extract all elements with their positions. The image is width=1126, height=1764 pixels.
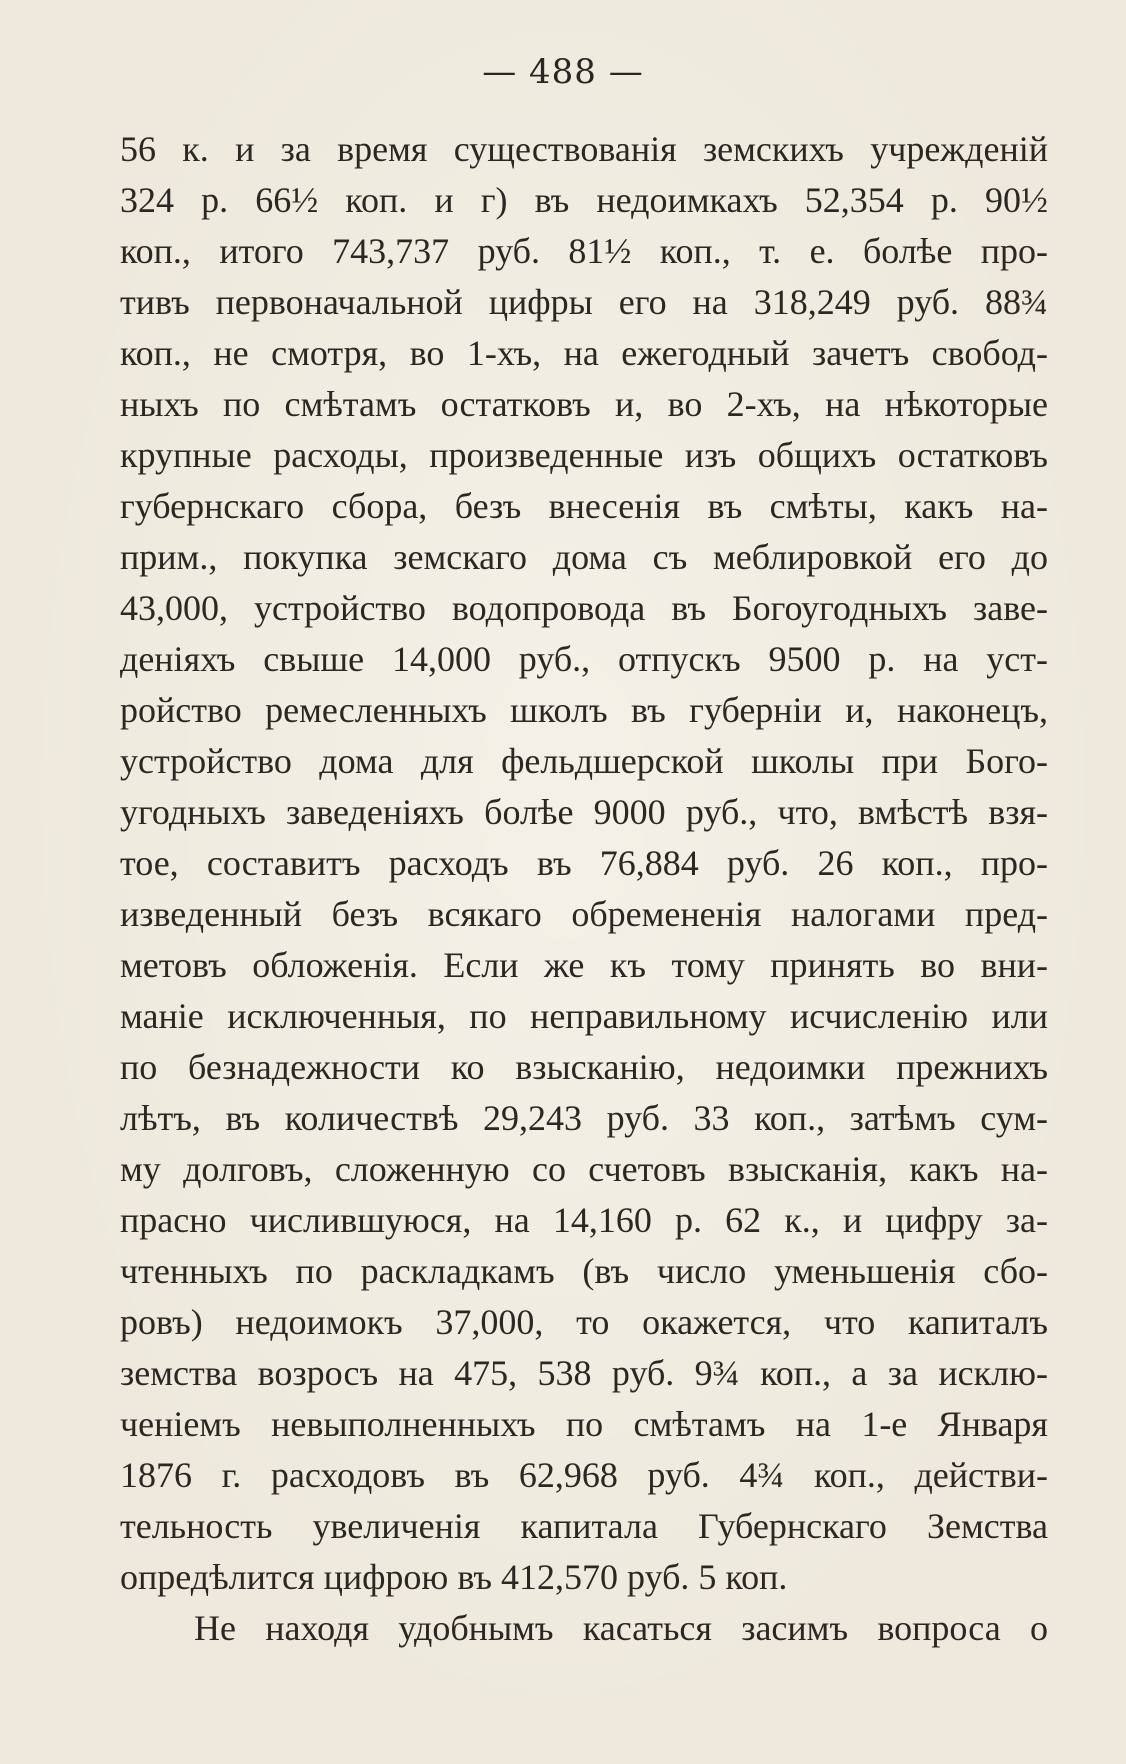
page-number: — 488 — [482,52,644,92]
text-line: коп., итого 743,737 руб. 81½ коп., т. е. болѣе про- [120,231,1048,271]
text-line: тивъ первоначальной цифры его на 318,249 руб. 88¾ [120,282,1048,322]
text-line: ченіемъ невыполненныхъ по смѣтамъ на 1-е Января [120,1404,1048,1444]
text-line: тельность увеличенія капитала Губернскаго Земства [120,1506,1048,1546]
text-line: му долговъ, сложенную со счетовъ взысканія, какъ на- [120,1149,1048,1189]
text-line: ройство ремесленныхъ школъ въ губерніи и, наконецъ, [120,690,1048,730]
text-line: лѣтъ, въ количествѣ 29,243 руб. 33 коп., затѣмъ сум- [120,1098,1048,1138]
text-line: 43,000, устройство водопровода въ Богоугодныхъ заве- [120,588,1048,628]
text-line: прасно числившуюся, на 14,160 р. 62 к., и цифру за- [120,1200,1048,1240]
text-line: ныхъ по смѣтамъ остатковъ и, во 2-хъ, на нѣкоторые [120,384,1048,424]
text-line: губернскаго сбора, безъ внесенія въ смѣты, какъ на- [120,486,1048,526]
text-line: земства возросъ на 475, 538 руб. 9¾ коп., а за исклю- [120,1353,1048,1393]
text-line-paragraph-start: Не находя удобнымъ касаться засимъ вопроса о [194,1608,1048,1648]
text-line: 1876 г. расходовъ въ 62,968 руб. 4¾ коп., действи- [120,1455,1048,1495]
text-line: ровъ) недоимокъ 37,000, то окажется, что капиталъ [120,1302,1048,1342]
body-text [120,124,1048,1654]
text-line: опредѣлится цифрою въ 412,570 руб. 5 коп. [120,1557,788,1597]
text-line: 56 к. и за время существованія земскихъ учрежденій [120,129,1048,169]
text-line: коп., не смотря, во 1-хъ, на ежегодный зачетъ свобод- [120,333,1048,373]
text-line: 324 р. 66½ коп. и г) въ недоимкахъ 52,354 р. 90½ [120,180,1048,220]
text-line: угодныхъ заведеніяхъ болѣе 9000 руб., что, вмѣстѣ взя- [120,792,1048,832]
text-line: устройство дома для фельдшерской школы при Бого- [120,741,1048,781]
text-line: прим., покупка земскаго дома съ меблировкой его до [120,537,1048,577]
text-line: маніе исключенныя, по неправильному исчисленію или [120,996,1048,1036]
text-line: метовъ обложенія. Если же къ тому принять во вни- [120,945,1048,985]
text-line: деніяхъ свыше 14,000 руб., отпускъ 9500 р. на уст- [120,639,1048,679]
text-line: по безнадежности ко взысканію, недоимки прежнихъ [120,1047,1048,1087]
text-line: крупные расходы, произведенные изъ общихъ остатковъ [120,435,1048,475]
text-line: чтенныхъ по раскладкамъ (въ число уменьшенія сбо- [120,1251,1048,1291]
text-line: тое, составитъ расходъ въ 76,884 руб. 26 коп., про- [120,843,1048,883]
text-line: изведенный безъ всякаго обремененія налогами пред- [120,894,1048,934]
